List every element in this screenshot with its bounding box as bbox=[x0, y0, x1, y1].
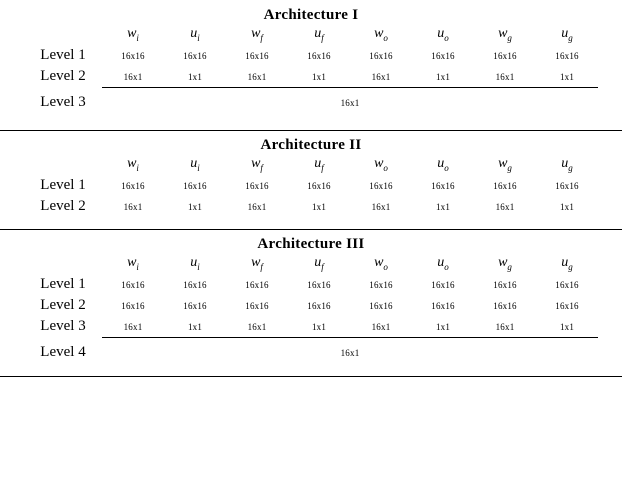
table-cell: 16x16 bbox=[245, 180, 269, 191]
column-header-base: w bbox=[374, 156, 384, 172]
table-cell: 1x1 bbox=[559, 321, 575, 332]
column-header-base: u bbox=[190, 156, 198, 172]
row-label: Level 1 bbox=[40, 276, 86, 292]
table-cell: 16x16 bbox=[183, 50, 207, 61]
column-header-subscript: i bbox=[197, 261, 200, 272]
table-row bbox=[24, 45, 598, 66]
column-header-base: w bbox=[374, 26, 384, 42]
column-header bbox=[350, 24, 412, 45]
table-cell: 16x16 bbox=[493, 279, 517, 290]
column-header bbox=[226, 24, 288, 45]
column-header bbox=[226, 154, 288, 175]
column-header-subscript: f bbox=[260, 162, 263, 173]
column-header bbox=[474, 154, 536, 175]
table-cell: 16x16 bbox=[555, 50, 579, 61]
table-row bbox=[24, 88, 598, 119]
column-header-row bbox=[24, 253, 598, 274]
column-header-subscript: f bbox=[321, 162, 324, 173]
column-header bbox=[536, 154, 598, 175]
column-header-subscript: g bbox=[568, 261, 573, 272]
table-cell: 16x16 bbox=[369, 180, 393, 191]
row-label: Level 1 bbox=[40, 177, 86, 193]
architecture-title: Architecture II bbox=[260, 137, 362, 153]
column-header-base: w bbox=[498, 156, 508, 172]
column-header-subscript: o bbox=[383, 261, 388, 272]
column-header-subscript: g bbox=[507, 32, 512, 43]
table-cell: 16x16 bbox=[369, 279, 393, 290]
column-header-base: u bbox=[190, 255, 198, 271]
column-header-base: u bbox=[561, 26, 569, 42]
row-label: Level 2 bbox=[40, 68, 86, 85]
column-header bbox=[412, 24, 474, 45]
column-header-base: u bbox=[190, 26, 198, 42]
table-cell: 16x16 bbox=[555, 180, 579, 191]
column-header-base: w bbox=[127, 26, 137, 42]
column-header-subscript: o bbox=[383, 32, 388, 43]
table-cell: 16x16 bbox=[431, 300, 455, 311]
table-cell: 16x16 bbox=[369, 300, 393, 311]
column-header bbox=[102, 24, 164, 45]
table-cell: 1x1 bbox=[435, 321, 451, 332]
column-header-row bbox=[24, 24, 598, 45]
table-cell: 16x16 bbox=[307, 50, 331, 61]
row-label: Level 2 bbox=[40, 297, 86, 313]
table-cell: 1x1 bbox=[187, 71, 203, 82]
table-cell: 16x16 bbox=[121, 279, 145, 290]
column-header bbox=[102, 253, 164, 274]
table-cell: 16x16 bbox=[183, 279, 207, 290]
table-cell: 16x1 bbox=[371, 71, 391, 82]
section-divider bbox=[0, 376, 622, 377]
row-span-cell: 16x1 bbox=[102, 338, 598, 369]
column-header-base: w bbox=[127, 255, 137, 271]
table-cell: 16x1 bbox=[123, 321, 143, 332]
column-header-subscript: o bbox=[444, 261, 449, 272]
architecture-table bbox=[24, 154, 598, 217]
column-header-base: w bbox=[498, 255, 508, 271]
table-row bbox=[24, 295, 598, 316]
column-header-subscript: i bbox=[197, 162, 200, 173]
table-cell: 16x16 bbox=[493, 180, 517, 191]
table-cell: 16x1 bbox=[495, 71, 515, 82]
table-cell: 16x16 bbox=[245, 300, 269, 311]
architecture-block bbox=[0, 1, 622, 130]
column-header-subscript: f bbox=[321, 261, 324, 272]
architecture-title: Architecture I bbox=[263, 7, 359, 23]
table-cell: 1x1 bbox=[311, 71, 327, 82]
column-header bbox=[288, 24, 350, 45]
header-row-label-spacer bbox=[24, 253, 102, 274]
table-cell: 16x16 bbox=[369, 50, 393, 61]
table-cell: 1x1 bbox=[435, 71, 451, 82]
table-cell: 16x1 bbox=[495, 201, 515, 212]
table-cell: 16x16 bbox=[183, 300, 207, 311]
column-header-base: u bbox=[437, 26, 445, 42]
column-header bbox=[412, 154, 474, 175]
table-cell: 16x1 bbox=[371, 321, 391, 332]
column-header bbox=[288, 253, 350, 274]
table-cell: 16x1 bbox=[123, 71, 143, 82]
architecture-table bbox=[24, 253, 598, 368]
block-bottom-spacer bbox=[0, 118, 622, 130]
column-header-subscript: g bbox=[507, 162, 512, 173]
table-cell: 16x1 bbox=[123, 201, 143, 212]
column-header bbox=[474, 24, 536, 45]
table-cell: 16x1 bbox=[247, 321, 267, 332]
table-cell: 16x1 bbox=[371, 201, 391, 212]
column-header-base: u bbox=[561, 255, 569, 271]
column-header-base: u bbox=[437, 255, 445, 271]
table-cell: 1x1 bbox=[187, 321, 203, 332]
row-label: Level 2 bbox=[40, 198, 86, 214]
column-header-subscript: g bbox=[568, 162, 573, 173]
column-header-subscript: o bbox=[444, 32, 449, 43]
block-bottom-spacer bbox=[0, 368, 622, 376]
column-header bbox=[412, 253, 474, 274]
column-header bbox=[536, 24, 598, 45]
column-header-row bbox=[24, 154, 598, 175]
table-row bbox=[24, 274, 598, 295]
column-header-subscript: i bbox=[197, 32, 200, 43]
table-row bbox=[24, 316, 598, 338]
table-row bbox=[24, 196, 598, 217]
column-header bbox=[474, 253, 536, 274]
header-row-label-spacer bbox=[24, 154, 102, 175]
table-cell: 16x1 bbox=[247, 201, 267, 212]
column-header-subscript: o bbox=[444, 162, 449, 173]
table-cell: 16x16 bbox=[493, 50, 517, 61]
column-header-subscript: g bbox=[568, 32, 573, 43]
column-header-base: u bbox=[561, 156, 569, 172]
row-span-cell: 16x1 bbox=[102, 88, 598, 119]
table-cell: 16x16 bbox=[307, 300, 331, 311]
table-cell: 16x16 bbox=[431, 279, 455, 290]
column-header-base: w bbox=[251, 156, 261, 172]
column-header-base: u bbox=[437, 156, 445, 172]
column-header-subscript: f bbox=[321, 32, 324, 43]
header-row-label-spacer bbox=[24, 24, 102, 45]
column-header bbox=[350, 154, 412, 175]
table-cell: 16x16 bbox=[307, 180, 331, 191]
column-header-subscript: i bbox=[136, 261, 139, 272]
block-bottom-spacer bbox=[0, 217, 622, 229]
table-cell: 1x1 bbox=[311, 201, 327, 212]
column-header-subscript: g bbox=[507, 261, 512, 272]
column-header bbox=[102, 154, 164, 175]
column-header-base: u bbox=[314, 156, 322, 172]
table-cell: 16x16 bbox=[121, 50, 145, 61]
row-label: Level 4 bbox=[40, 344, 86, 361]
column-header-base: u bbox=[314, 255, 322, 271]
table-row bbox=[24, 338, 598, 369]
column-header-base: w bbox=[374, 255, 384, 271]
column-header-subscript: o bbox=[383, 162, 388, 173]
column-header-subscript: i bbox=[136, 162, 139, 173]
table-cell: 16x16 bbox=[307, 279, 331, 290]
table-cell: 1x1 bbox=[435, 201, 451, 212]
row-label: Level 3 bbox=[40, 94, 86, 111]
table-cell: 16x16 bbox=[245, 50, 269, 61]
architecture-block bbox=[0, 131, 622, 229]
table-cell: 16x16 bbox=[183, 180, 207, 191]
column-header bbox=[164, 154, 226, 175]
row-label: Level 3 bbox=[40, 318, 86, 335]
table-cell: 1x1 bbox=[187, 201, 203, 212]
table-cell: 16x16 bbox=[431, 180, 455, 191]
table-row bbox=[24, 66, 598, 88]
architecture-title: Architecture III bbox=[257, 236, 365, 252]
table-cell: 16x16 bbox=[121, 300, 145, 311]
column-header-base: w bbox=[251, 255, 261, 271]
table-cell: 16x16 bbox=[555, 279, 579, 290]
column-header bbox=[164, 24, 226, 45]
column-header bbox=[536, 253, 598, 274]
table-cell: 16x16 bbox=[121, 180, 145, 191]
column-header bbox=[288, 154, 350, 175]
architecture-table bbox=[24, 24, 598, 118]
column-header-subscript: f bbox=[260, 32, 263, 43]
column-header-base: w bbox=[127, 156, 137, 172]
column-header-subscript: i bbox=[136, 32, 139, 43]
column-header-base: w bbox=[498, 26, 508, 42]
table-row bbox=[24, 175, 598, 196]
row-label: Level 1 bbox=[40, 47, 86, 63]
column-header bbox=[226, 253, 288, 274]
table-cell: 16x16 bbox=[431, 50, 455, 61]
table-cell: 16x16 bbox=[245, 279, 269, 290]
table-cell: 16x16 bbox=[555, 300, 579, 311]
column-header-subscript: f bbox=[260, 261, 263, 272]
table-cell: 1x1 bbox=[559, 201, 575, 212]
column-header-base: w bbox=[251, 26, 261, 42]
table-cell: 16x1 bbox=[247, 71, 267, 82]
table-cell: 1x1 bbox=[559, 71, 575, 82]
table-cell: 16x1 bbox=[495, 321, 515, 332]
architecture-block bbox=[0, 230, 622, 376]
table-cell: 16x16 bbox=[493, 300, 517, 311]
column-header bbox=[164, 253, 226, 274]
column-header bbox=[350, 253, 412, 274]
column-header-base: u bbox=[314, 26, 322, 42]
table-cell: 1x1 bbox=[311, 321, 327, 332]
